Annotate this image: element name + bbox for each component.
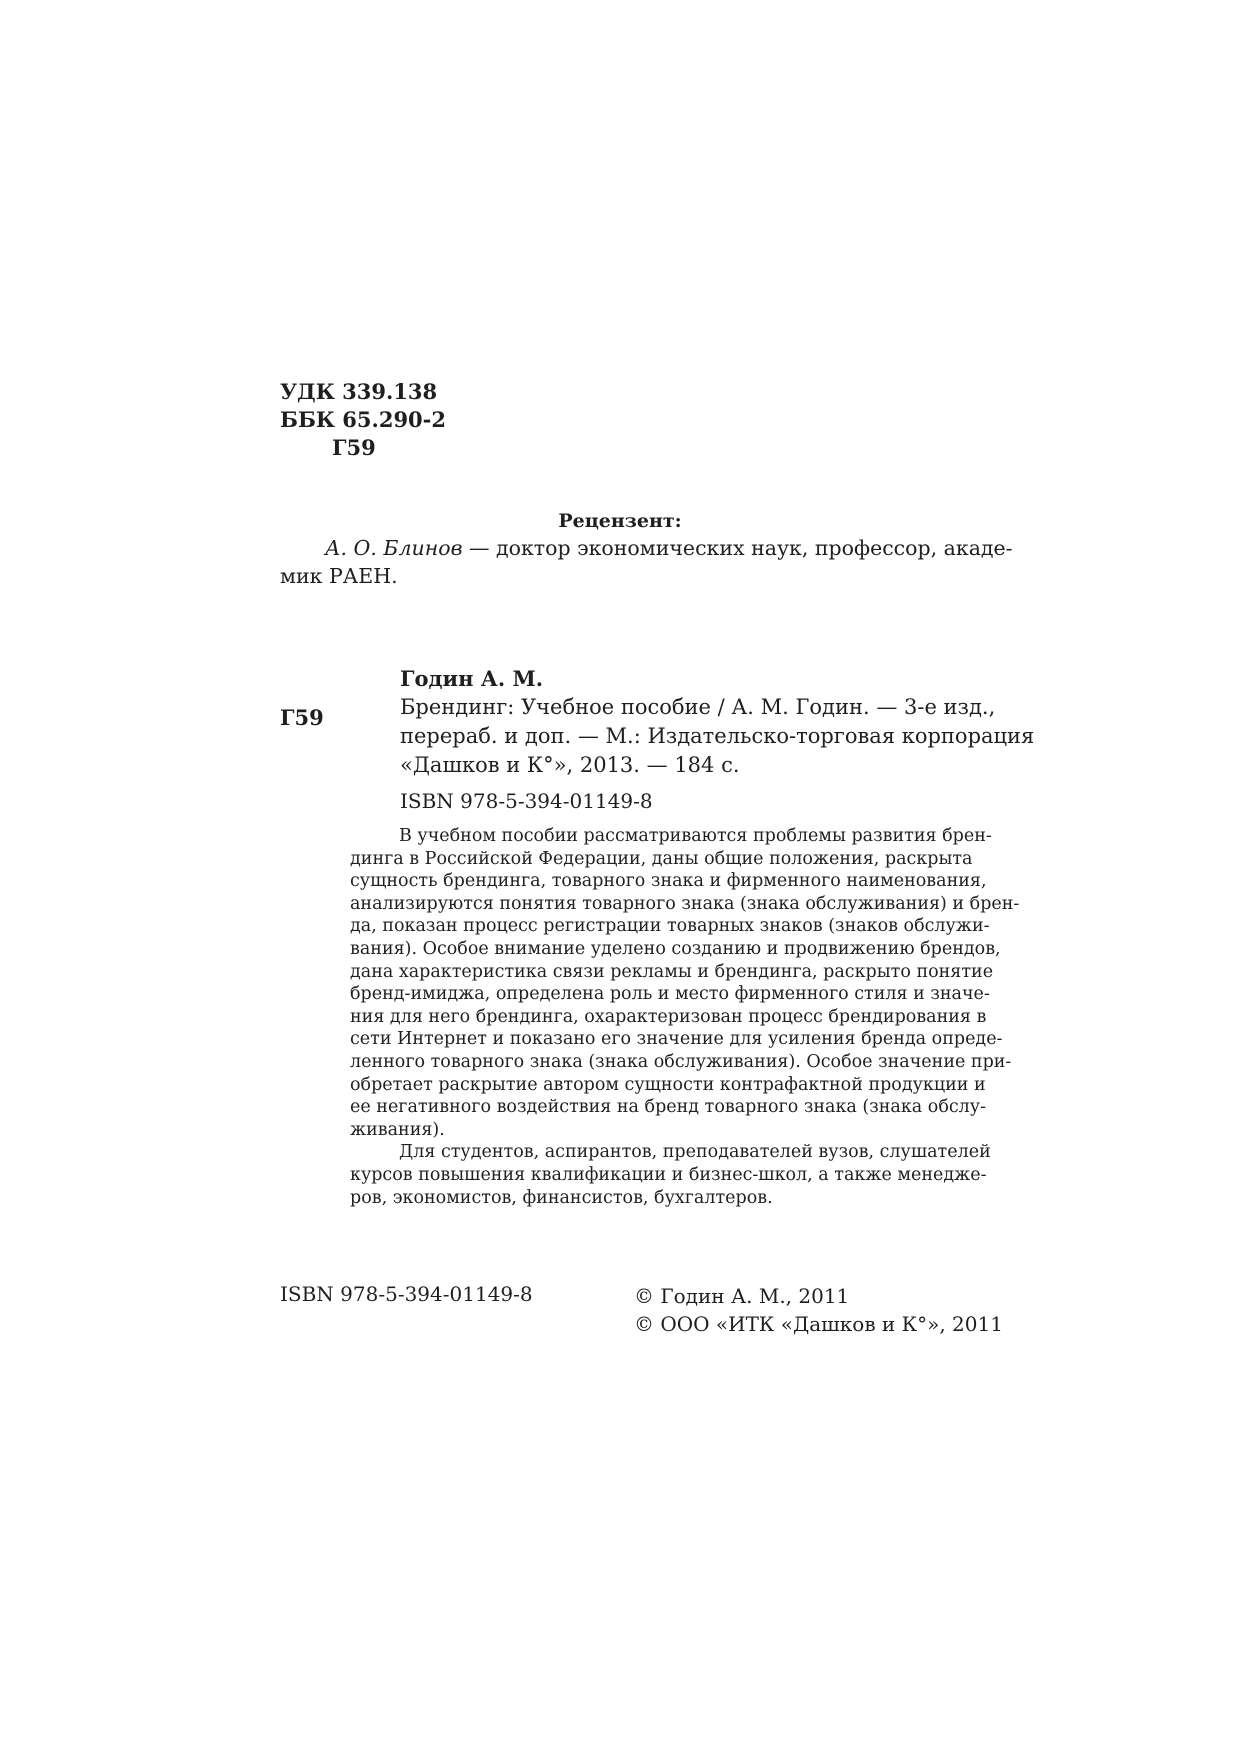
reviewer-name: А. О. Блинов xyxy=(325,536,463,560)
bbk-code: ББК 65.290-2 xyxy=(280,407,447,432)
bibliography-line: Брендинг: Учебное пособие / А. М. Годин. — 3-е изд., xyxy=(400,695,996,719)
abstract-line: курсов повышения квалификации и бизнес-школ, а также менедже- xyxy=(350,1164,987,1185)
copyright-author: © Годин А. М., 2011 xyxy=(634,1284,850,1308)
reviewer-credentials: — доктор экономических наук, профессор, акаде- xyxy=(462,536,1013,560)
bibliographic-record xyxy=(400,664,1035,780)
bibliography-isbn: ISBN 978-5-394-01149-8 xyxy=(400,789,653,813)
abstract-line: живания). xyxy=(350,1119,445,1140)
abstract-line: ее негативного воздействия на бренд товарного знака (знака обслу- xyxy=(350,1097,986,1118)
abstract-line: динга в Российской Федерации, даны общие положения, раскрыта xyxy=(350,848,973,869)
reviewer-label: Рецензент: xyxy=(558,510,682,532)
copyright-block xyxy=(634,1282,1003,1338)
abstract-line: ленного товарного знака (знака обслуживания). Особое значение при- xyxy=(350,1051,1012,1072)
author-sign: Г59 xyxy=(332,435,376,460)
reviewer-line-2: мик РАЕН. xyxy=(280,564,398,588)
abstract-line: ния для него брендинга, охарактеризован процесс брендирования в xyxy=(350,1006,987,1027)
bibliography-line: перераб. и доп. — М.: Издательско-торговая корпорация xyxy=(400,724,1035,748)
abstract-line: вания). Особое внимание уделено созданию и продвижению брендов, xyxy=(350,938,1001,959)
footer-isbn: ISBN 978-5-394-01149-8 xyxy=(280,1282,533,1306)
reviewer-text xyxy=(280,534,1013,590)
udk-code: УДК 339.138 xyxy=(280,379,438,404)
abstract-line: бренд-имиджа, определена роль и место фирменного стиля и значе- xyxy=(350,984,990,1005)
abstract-line: обретает раскрытие автором сущности контрафактной продукции и xyxy=(350,1074,986,1095)
abstract-line: ров, экономистов, финансистов, бухгалтеров. xyxy=(350,1187,773,1208)
abstract-line: анализируются понятия товарного знака (знака обслуживания) и брен- xyxy=(350,893,1020,914)
abstract-line: дана характеристика связи рекламы и брендинга, раскрыто понятие xyxy=(350,961,994,982)
bibliography-author: Годин А. М. xyxy=(400,666,544,691)
abstract xyxy=(350,825,1020,1209)
abstract-line: Для студентов, аспирантов, преподавателей вузов, слушателей xyxy=(399,1142,991,1163)
abstract-line: сущность брендинга, товарного знака и фирменного наименования, xyxy=(350,871,987,892)
copyright-publisher: © ООО «ИТК «Дашков и К°», 2011 xyxy=(634,1312,1003,1336)
abstract-line: сети Интернет и показано его значение для усиления бренда опреде- xyxy=(350,1029,1003,1050)
reviewer-line-1 xyxy=(280,534,1013,562)
classification-block xyxy=(280,378,446,462)
bibliography-line: «Дашков и К°», 2013. — 184 с. xyxy=(400,753,740,777)
bibliography-index: Г59 xyxy=(280,705,324,730)
abstract-line: да, показан процесс регистрации товарных знаков (знаков обслужи- xyxy=(350,916,990,937)
abstract-line: В учебном пособии рассматриваются проблемы развития брен- xyxy=(399,826,992,846)
